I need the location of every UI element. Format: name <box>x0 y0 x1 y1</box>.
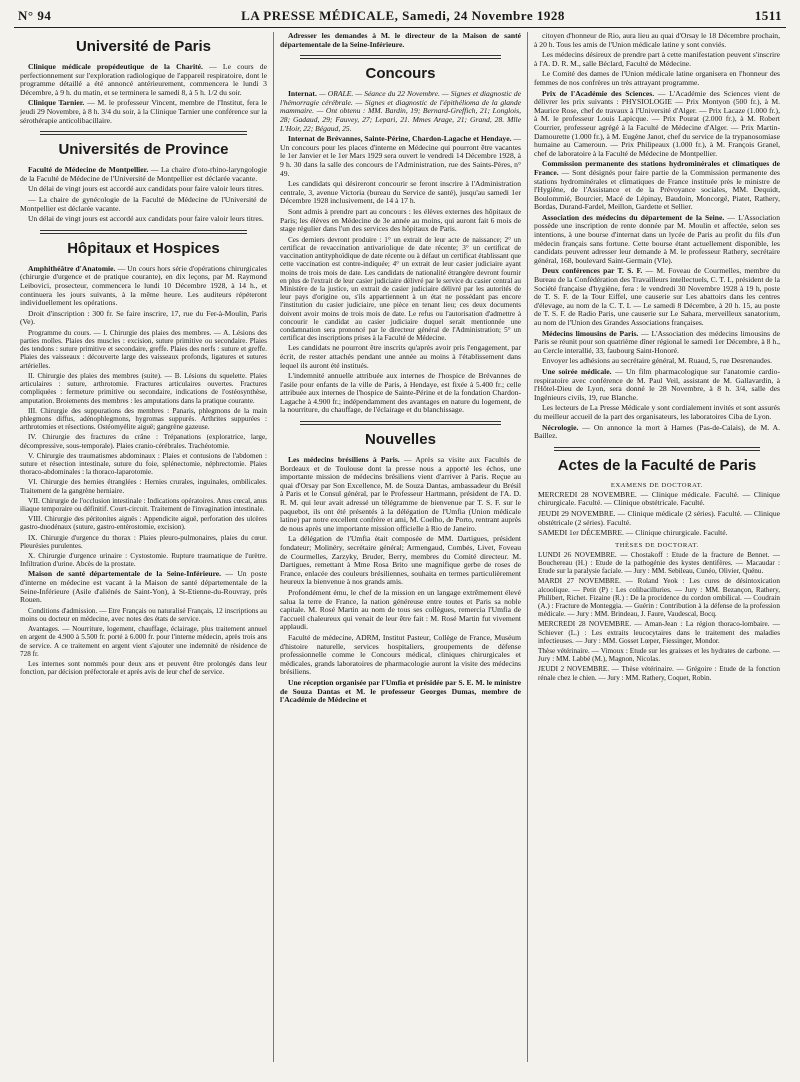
article-brevannes <box>280 135 521 178</box>
subheading-theses: THÈSES DE DOCTORAT. <box>615 541 699 549</box>
article-text: — ORALE. — Séance du 22 Novembre. — Signes et diagnostic de l'hémorragie cérébrale. — Signes et diagnostic de l'épithélioma de la glande mammaire. — Ont obtenu : MM. Bardin, 19; Bernard-Greffich, 21; Longlois, 28; Gadaud, 29; Fauvey, 27; Lepari, 21. Mmes Arage, 21; Grand, 28. Mlle L'Hoir, 22; Bégaud, 25. <box>279 89 522 133</box>
list-item: MERCREDI 28 NOVEMBRE. — Aman-Jean : La région thoraco-lombaire. — Schiever (L.) : Les extraits leucocytaires dans le traitement des maladies infectieuses. — Jury : MM. Gosset Lœper, Fiessinger, Mondor. <box>538 620 780 645</box>
article-text: — La chaire de gynécologie de la Faculté de Médecine de l'Université de Montpellier est déclarée vacante. <box>20 194 267 213</box>
article-text: — M. Foveau de Courmelles, membre du Bureau de la Confédération des Travailleurs intellectuels, C. T. I., président de la Société française d'hygiène, fera : le vendredi 30 Novembre 1928 à 19 h, poste de T. S. F. de la Tour Eiffel, une causerie sur Les abattoirs dans les centres d'élevage, au nom de la C. T. I. — Le samedi 8 Décembre, à 20 h. 15, au poste de T. S. F. de Radio Paris, une causerie sur Le Sahara, merveilleux sanatorium, au nom de l'Union des Grandes Associations françaises. <box>534 266 781 327</box>
article-text: Profondément ému, le chef de la mission en un langage extrêmement élevé salua la terre de France, la nation généreuse entre toutes et Paris sa noble capitale. M. Rosé Martin au nom de tous ses collègues, remercia l'Umfia de l'accueil chaleureux qui venait de leur être fait : M. Rosé Martin fut vivement applaudi. <box>279 587 522 632</box>
section-title-nouvelles: Nouvelles <box>365 431 436 449</box>
article-text: — Sont désignés pour faire partie de la Commission permanente des stations hydrominérales et climatiques de France instituée près le ministre de l'Hygiène, de l'Assistance et de la Prévoyance sociales, MM. Dequidt, Boulommié, Bourcier, Macé de Lépinay, Baudoin, Moncorgé, Piatet, Rathery, Bordas, Durand-Fardel, Meillon, Gardette et Sellier. <box>534 167 780 212</box>
section-title-universites-province: Universités de Province <box>58 141 229 159</box>
article-maison-sante <box>20 570 267 604</box>
thesis-list <box>534 551 780 682</box>
article-text: Conditions d'admission. — Etre Français ou naturalisé Français, 12 inscriptions au moins ou docteur en médecine, avec notes des états de service. <box>20 606 267 623</box>
section-divider <box>40 230 247 234</box>
program-text: Programme du cours. — I. Chirurgie des plaies des membres. — A. Lésions des parties molles. Plaies des muscles : excision, suture primitive ou secondaire. Plaies des tendons : suture primitive et secondaire, greffe. Plaies des nerfs : suture et greffe. Plaies des vaisseaux : découverte large des vaisseaux profonds, ligatures et sutures artérielles. <box>20 328 267 370</box>
columns <box>14 32 786 1062</box>
section-divider <box>300 421 501 425</box>
section-divider <box>300 55 501 59</box>
column-1 <box>14 32 273 1062</box>
journal-title: LA PRESSE MÉDICALE, Samedi, 24 Novembre 1928 <box>241 8 565 23</box>
article-head: Association des médecins du département de la Seine. <box>542 212 725 222</box>
section-divider <box>554 447 760 451</box>
article-text: Sont admis à prendre part au concours : les élèves externes des hôpitaux de Paris; les élèves en Médecine de 3e année au moins, qui auront fait 6 mois de stage régulier dans l'un des services des hôpitaux de Paris. <box>279 206 522 234</box>
running-header <box>14 6 786 28</box>
article-text: Faculté de médecine, ADRM, Institut Pasteur, Collège de France, Muséum d'histoire naturelle, services hospitaliers, groupements de défense professionnelle comme le Concours médical, cliniques chirurgicales et médicales, grands laboratoires de pharmacologie auront la visite des médecins brésiliens. <box>279 632 522 677</box>
article-text: Avantages. — Nourriture, logement, chauffage, éclairage, plus traitement annuel en argent de 4.900 à 5.500 fr. porté à 6.000 fr. pour l'interne médecin, après trois ans de service. A ce traitement en argent vient s'ajouter une indemnité de résidence de 728 fr. <box>20 625 267 658</box>
article-text: Un délai de vingt jours est accordé aux candidats pour faire valoir leurs titres. <box>28 214 264 224</box>
article-commission <box>534 160 780 212</box>
article-text: Envoyer les adhésions au secrétaire général, M. Ruaud, 5, rue Desrenaudes. <box>542 356 773 366</box>
program-text: II. Chirurgie des plaies des membres (suite). — B. Lésions du squelette. Plaies articulaires : suture, arthrotomie. Fractures articulaires ouvertes. Fractures compliquées : fermeture primitive ou secondaire, indications de l'ostéosynthèse, amputation. Broiements des membres : les amputations dans la pratique courante. <box>20 371 267 405</box>
article-head: Deux conférences par T. S. F. <box>542 266 643 276</box>
article-head: Internat de Brévannes, Sainte-Périne, Chardon-Lagache et Hendaye. <box>287 134 512 144</box>
list-item: LUNDI 26 NOVEMBRE. — Chostakoff : Etude de la fracture de Bennet. — Bouchereau (H.) : Etude de la pathogénie des kystes dentifères. — Macaudar : Etude sur la paralysie faciale. — Jury : MM. Sebileau, Cunéo, Olivier, Quénu. <box>538 550 780 576</box>
article-text: Les lecteurs de La Presse Médicale y sont cordialement invités et sont assurés du meilleur accueil de la part des organisateurs, les laboratoires Ciba de Lyon. <box>534 403 780 421</box>
section-title-hopitaux: Hôpitaux et Hospices <box>67 239 220 257</box>
article-text: — L'Association possède une inscription de rente donnée par M. Moulin et affectée, selon ses intentions, à une bourse d'internat dans un lycée de Paris au profit du fils d'un médecin français sans fortune. Cette bourse étant actuellement disponible, les candidats peuvent adresser leur demande à M. le professeur Rathery, secrétaire général, 168, boulevard Saint-Germain (VIe). <box>534 212 781 265</box>
article-head: Maison de santé départementale de la Seine-Inférieure. <box>28 569 222 579</box>
article-head: Amphithéâtre d'Anatomie. <box>28 263 116 273</box>
article-amphitheatre <box>20 265 267 308</box>
article-text: — L'Académie des Sciences vient de délivrer les prix suivants : PHYSIOLOGIE — Prix Montyon (500 fr.), à M. Maurice Rose, chef de travaux à l'Université d'Alger. — Prix Lacaze (1.000 fr.), à M. le professeur Louis Lapicque. — Prix Pourat (2.000 fr.), à M. Robert Courrier, professeur agrégé à la Faculté de Médecine d'Alger. — Prix Martin-Damourette (1.000 fr.), à M. Eugène Janot, chef du service de la trypanosomiase humaine au Cameroun. — Prix Philipeaux (1.000 fr.), à M. François Granel, chef de laboratoire à la Faculté de Médecine de Montpellier. <box>534 88 780 158</box>
article-text: Droit d'inscription : 300 fr. Se faire inscrire, 17, rue du Fer-à-Moulin, Paris (Ve). <box>20 308 267 327</box>
program-text: IX. Chirurgie d'urgence du thorax : Plaies pleuro-pulmonaires, plaies du cœur. Pleurésies purulentes. <box>20 533 267 550</box>
article-text: Les médecins désireux de prendre part à cette manifestation peuvent s'inscrire à l'A. D. R. M., salle Béclard, Faculté de Médecine. <box>534 50 780 68</box>
article-text: — Un film pharmacologique sur l'anatomie cardio-respiratoire avec conférence de M. Paul Veil, assistant de M. Gallavardin, à l'Hôtel-Dieu de Lyon, sera donné le 28 Novembre, à 8 h. 3/4, salle des Ingénieurs civils, 19, rue Blanche. <box>534 366 780 402</box>
article-text: Les candidats ne pourront être inscrits qu'après avoir pris l'engagement, par écrit, de rester attachés pendant une année au moins à l'établissement dans lequel ils auront été institués. <box>279 343 522 370</box>
article-text: — Le cours de perfectionnement sur l'exploration radiologique de l'appareil respiratoire, dont le programme détaillé a été annoncé antérieurement, commencera le lundi 3 Décembre, à 9 h. du matin, et se terminera le samedi 8, à 5 h. 1/2 du soir. <box>20 62 267 97</box>
article-continuation: citoyen d'honneur de Rio, aura lieu au quai d'Orsay le 18 Décembre prochain, à 20 h. Tous les amis de l'Union médicale latine y sont conviés. <box>534 32 780 49</box>
article-association <box>534 214 780 266</box>
article-head: Une soirée médicale. <box>542 366 612 376</box>
article-head: Médecins limousins de Paris. <box>542 328 639 338</box>
program-text: VIII. Chirurgie des péritonites aiguës : Appendicite aiguë, perforation des ulcères gastro-duodénaux (suture, gastro-entérostomie, excision). <box>20 515 267 532</box>
article-head: Faculté de Médecine de Montpellier. <box>28 165 149 175</box>
article-soiree <box>534 368 780 402</box>
list-item: JEUDI 2 NOVEMBRE. — Thèse vétérinaire. — Grégoire : Etude de la fonction rénale chez le chien. — Jury : MM. Rathery, Coquet, Robin. <box>538 665 780 682</box>
article-text: Ces derniers devront produire : 1° un extrait de leur acte de naissance; 2° un certificat de revaccination antivariolique de date récente; 3° un certificat de vaccination antityphoïdique de date récente ou à défaut un certificat établissant que cette vaccination est contre-indiquée; 4° un extrait de leur casier judiciaire ayant moins de trois mois de date. Les candidats de nationalité étrangère devront fournir en plus de l'extrait de leur casier judiciaire délivré par le service du casier central au Ministère de la justice, un extrait de casier judiciaire délivré par les autorités de leur pays d'origine ou, s'ils appartiennent à un état ne possédant pas encore l'institution du casier judiciaire, une pièce en tenant lieu; ces deux documents doivent avoir moins de trois mois de date. Le refus ou l'autorisation d'admettre à concourir le candidat au casier judiciaire duquel serait mentionnée une condamnation sera prononcé par le directeur général de l'Administration; 5° un certificat des inscriptions prises à la Faculté de Médecine. <box>279 235 522 343</box>
article-head: Les médecins brésiliens à Paris. <box>287 455 400 465</box>
article-internat <box>280 90 521 133</box>
article-text: — Un poste d'interne en médecine est vacant à la Maison de santé départementale de la Seine-Inférieure (Asile d'aliénés de Saint-Yon), à St-Etienne-du-Rouvray, près Rouen. <box>20 569 267 605</box>
article-text: — M. le professeur Vincent, membre de l'Institut, fera le jeudi 29 Novembre, à 8 h. 3/4 du soir, à la Clinique Tarnier une conférence sur la sérothérapie anticolibacillaire. <box>20 98 267 125</box>
section-title-concours: Concours <box>365 65 436 83</box>
article-montpellier <box>20 166 267 183</box>
column-3 <box>527 32 786 1062</box>
column-2 <box>273 32 527 1062</box>
list-item: Thèse vétérinaire. — Vimoux : Etude sur les graisses et les hydrates de carbone. — Jury : MM. Labbé (M.), Magnon, Nicolas. <box>538 646 780 664</box>
article-text: Les candidats qui désireront concourir se feront inscrire à l'Administration centrale, 3, avenue Victoria (bureau du Service de santé), jusqu'au samedi 1er Décembre 1928 inclusivement, de 14 à 17 h. <box>279 179 522 206</box>
article-tsf <box>534 267 780 327</box>
list-item: SAMEDI 1er DÉCEMBRE. — Clinique chirurgicale. Faculté. <box>538 528 728 538</box>
section-divider <box>40 131 247 135</box>
article-text: — Après sa visite aux Facultés de Bordeaux et de Toulouse dont la presse nous a apporté les échos, une importante mission de médecins brésiliens vient d'arriver à Paris. Reçue au quai d'Orsay par Son Excellence, M. de Souza Dantas, ambassadeur du Brésil à Paris et le Consul général, par le Professeur Hartmann, président de l'A. D. R. M. qui leur avait adressé un télégramme de bienvenue par T. S. F. sur le paquebot, ils ont été présentés à la délégation de l'Umfia (Union médicale latine) par notre excellent confrère et ami, M. Coelho, de Porto, rentrant auprès de nous après une importante mission officielle à Rio de Janeiro. <box>279 455 522 533</box>
article-text: L'indemnité annuelle attribuée aux internes de l'hospice de Brévannes de l'asile pour enfants de la ville de Paris, à Hendaye, est fixée à 5.400 fr.; celle attribuée aux internes de l'hospice de Sainte-Périne et de la fondation Chardon-Lagache à 4.900 fr.; indépendamment des avantages en nature du logement, de la nourriture, du chauffage, de l'éclairage et du blanchissage. <box>279 371 522 415</box>
section-title-universite-paris: Université de Paris <box>75 38 212 55</box>
article-text: Le Comité des dames de l'Union médicale latine organisera en l'honneur des femmes de nos confrères un très attrayant programme. <box>534 69 780 87</box>
program-text: VII. Chirurgie de l'occlusion intestinale : Indications opératoires. Anus cœcal, anus iliaque temporaire ou définitif. Court-circuit. Traitement de l'invagination intestinale. <box>20 496 267 513</box>
article-head: Prix de l'Académie des Sciences. <box>542 88 655 98</box>
article-head: Clinique médicale propédeutique de la Charité. <box>28 62 203 71</box>
article-prix-academie <box>534 90 780 159</box>
article-text: — La chaire d'oto-rhino-laryngologie de la Faculté de Médecine de l'Université de Montpellier est déclarée vacante. <box>20 165 267 183</box>
article-head: Clinique Tarnier. <box>28 98 85 108</box>
article-charite <box>20 63 267 97</box>
program-text: X. Chirurgie d'urgence urinaire : Cystostomie. Rupture traumatique de l'urètre. Infiltration d'urine. Abcès de la prostate. <box>20 551 267 569</box>
program-text: VI. Chirurgie des hernies étranglées : Hernies crurales, inguinales, ombilicales. Traitement de la gangrène herniaire. <box>20 478 267 495</box>
article-medecins-bresiliens <box>280 456 521 533</box>
article-continuation: Adresser les demandes à M. le directeur de la Maison de santé départementale de la Seine-Inférieure. <box>279 32 522 49</box>
section-title-actes: Actes de la Faculté de Paris <box>557 456 757 474</box>
article-text: Les internes sont nommés pour deux ans et peuvent être prolongés dans leur fonction, par décision préfectorale et après avis de leur chef de service. <box>20 659 267 677</box>
list-item: MARDI 27 NOVEMBRE. — Roland Yeok : Les cures de désintoxication alcoolique. — Petit (P) : Les colibacilluries. — Jury : MM. Bezançon, Rathery, Philibert, Richet. Fizaine (R.) : De la procidence du cordon ombilical. — Coudrain (A.) : Fracture de Monteggia. — Guérin : Contribution à la défense de la profession médicale. — Jury : MM. Brindeau, J. Faure, Vaudescal, Bocq. <box>538 577 780 619</box>
folio-number: 1511 <box>754 8 782 23</box>
article-text: — On annonce la mort à Harnes (Pas-de-Calais), de M. A. Baillez. <box>534 422 780 441</box>
article-text: La délégation de l'Umfia était composée de MM. Dartigues, président fondateur; Molinéry, secrétaire général; Armengaud, Combés, Livet, Foveau de Courmelles, Zarzyky, Bruder, Berry, membres du Comité directeur. M. Dartigues, remettant à Mme Rosa Brito une magnifique gerbe de roses de France, enlacée des couleurs brésiliennes, souhaita en termes particulièrement heureux la bienvenue à nos grands amis. <box>279 534 522 587</box>
program-text: III. Chirurgie des suppurations des membres : Panaris, phlegmons de la main phlegmons diffus, adénophlegmons, hygromas suppurés. Arthrites suppurées : arthrotomies et résections. Ostéomyélite aiguë; gangrène gazeuse. <box>20 406 267 432</box>
article-limousins <box>534 330 780 356</box>
subheading-examens: EXAMENS DE DOCTORAT. <box>610 481 704 489</box>
program-text: IV. Chirurgie des fractures du crâne : Trépanations (exploratrice, large, décompressive, sous-temporale). Plaies cranio-cérébrales. Trachéotomie. <box>20 433 267 450</box>
list-item: JEUDI 29 NOVEMBRE. — Clinique médicale (2 séries). Faculté. — Clinique obstétricale (2 séries). Faculté. <box>538 508 780 527</box>
article-text: — Un cours hors série d'opérations chirurgicales (chirurgie d'urgence et de pratique courante), en dix leçons, par M. Raymond Leibovici, prosecteur, commencera le lundi 10 Décembre 1928, à 14 h., et continuera les jours suivants, à la même heure. Les auditeurs répéteront individuellement les opérations. <box>20 263 267 308</box>
article-text: Un délai de vingt jours est accordé aux candidats pour faire valoir leurs titres. <box>28 184 264 194</box>
article-text: — Un concours pour les places d'interne en Médecine qui pourront être vacantes le 1er Janvier et le 1er Mars 1929 sera ouvert le vendredi 14 Décembre 1928, à 9 h. 30 dans la salle des concours de l'Administration, rue des Saints-Pères, n° 49. <box>279 134 522 178</box>
issue-number: N° 94 <box>18 8 52 23</box>
program-text: V. Chirurgie des traumatismes abdominaux : Plaies et contusions de l'abdomen : suture et résection intestinale, suture du foie, splénectomie, néphrectomie. Plaies thoraco-abdominales : la thoraco-laparotomie. <box>20 451 267 477</box>
article-tarnier <box>20 99 267 125</box>
exam-list <box>534 491 780 538</box>
article-text: — L'Association des médecins limousins de Paris se réunit pour son quatrième dîner régional le samedi 1er Décembre, à 8 h., au Cercle interallié, 33, faubourg Saint-Honoré. <box>534 328 780 355</box>
article-head: Commission permanente des stations hydrominérales et climatiques de France. <box>534 159 780 177</box>
article-head: Nécrologie. <box>542 422 579 432</box>
article-text: Une réception organisée par l'Umfia et présidée par S. E. M. le ministre de Souza Dantas et M. le professeur Georges Dumas, membre de l'Académie de Médecine et <box>279 677 522 705</box>
article-head: Internat. <box>287 89 317 99</box>
list-item: MERCREDI 28 NOVEMBRE. — Clinique médicale. Faculté. — Clinique chirurgicale. Faculté. — Clinique obstétricale. Faculté. <box>538 489 780 508</box>
article-necrologie <box>534 424 780 441</box>
